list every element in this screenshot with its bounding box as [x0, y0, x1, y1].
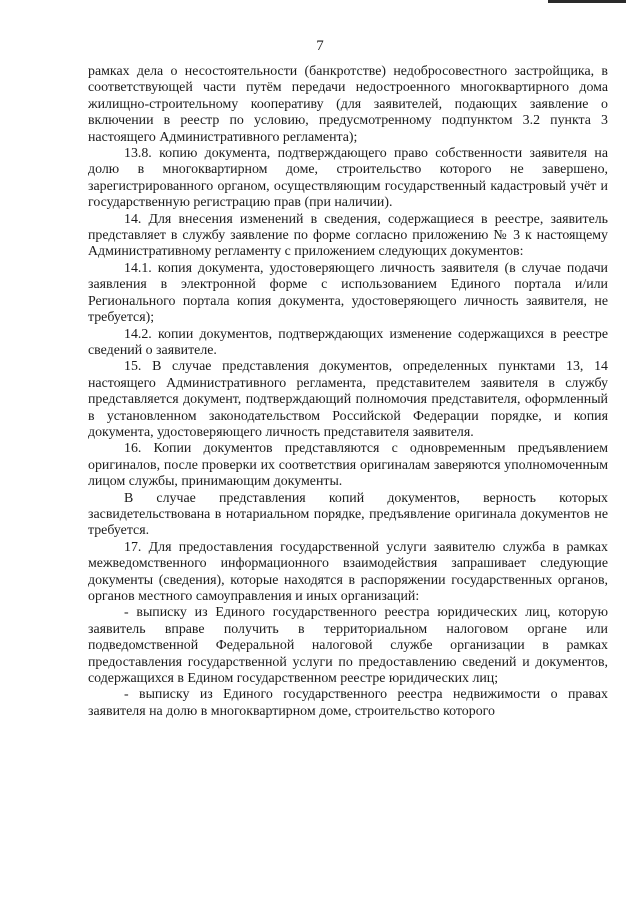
- paragraph-14-1: 14.1. копия документа, удостоверяющего личность заявителя (в случае подачи заявления в электронной форме с использованием Единого портала и/или Регионального портала копия документа, удостоверяющего личность заявителя, не требуется);: [88, 260, 608, 326]
- paragraph-16: 16. Копии документов представляются с одновременным предъявлением оригиналов, после проверки их соответствия оригиналам заверяются уполномоченным лицом службы, принимающим документы.: [88, 441, 608, 490]
- paragraph-14-2: 14.2. копии документов, подтверждающих изменение содержащихся в реестре сведений о заявителе.: [88, 326, 608, 358]
- page-number: 7: [316, 38, 324, 54]
- paragraph-1: рамках дела о несостоятельности (банкротстве) недобросовестного застройщика, в соответствующей части путём передачи недостроенного многоквартирного дома жилищно-строительному кооперативу (для заявителей, подающих заявление о включении в реестр по условию, предусмотренному подпунктом 3.2 пункта 3 настоящего Административного регламента);: [88, 64, 608, 145]
- list-item-egrul-extract: - выписку из Единого государственного реестра юридических лиц, которую заявитель вправе получить в территориальном налоговом органе или подведомственной Федеральной налоговой службе организации в рамках предоставления государственной услуги по предоставлению сведений и документов, содержащихся в Едином государственном реестре юридических лиц;: [88, 605, 608, 687]
- paragraph-16-notary: В случае представления копий документов, верность которых засвидетельствована в нотариальном порядке, предъявление оригинала документов не требуется.: [88, 490, 608, 539]
- paragraph-15: 15. В случае представления документов, определенных пунктами 13, 14 настоящего Административного регламента, представителем заявителя в службу представляется документ, подтверждающий полномочия представителя, оформленный в установленном законодательством Российской Федерации порядке, и копия документа, удостоверяющего личность представителя заявителя.: [88, 359, 608, 440]
- paragraph-17: 17. Для предоставления государственной услуги заявителю служба в рамках межведомственного информационного взаимодействия запрашивает следующие документы (сведения), которые находятся в распоряжении государственных органов, органов местного самоуправления и иных организаций:: [88, 539, 608, 604]
- paragraph-14: 14. Для внесения изменений в сведения, содержащиеся в реестре, заявитель представляет в службу заявление по форме согласно приложению № 3 к настоящему Административному регламенту с приложением следующих документов:: [88, 211, 608, 260]
- document-body: [88, 64, 608, 720]
- paragraph-13-8: 13.8. копию документа, подтверждающего право собственности заявителя на долю в многоквартирном доме, строительство которого не завершено, зарегистрированного органом, осуществляющим государственный кадастровый учёт и государственную регистрацию прав (при наличии).: [88, 146, 608, 211]
- list-item-egrn-extract: - выписку из Единого государственного реестра недвижимости о правах заявителя на долю в многоквартирном доме, строительство которого: [88, 687, 608, 719]
- scan-corner-mark: [548, 0, 626, 3]
